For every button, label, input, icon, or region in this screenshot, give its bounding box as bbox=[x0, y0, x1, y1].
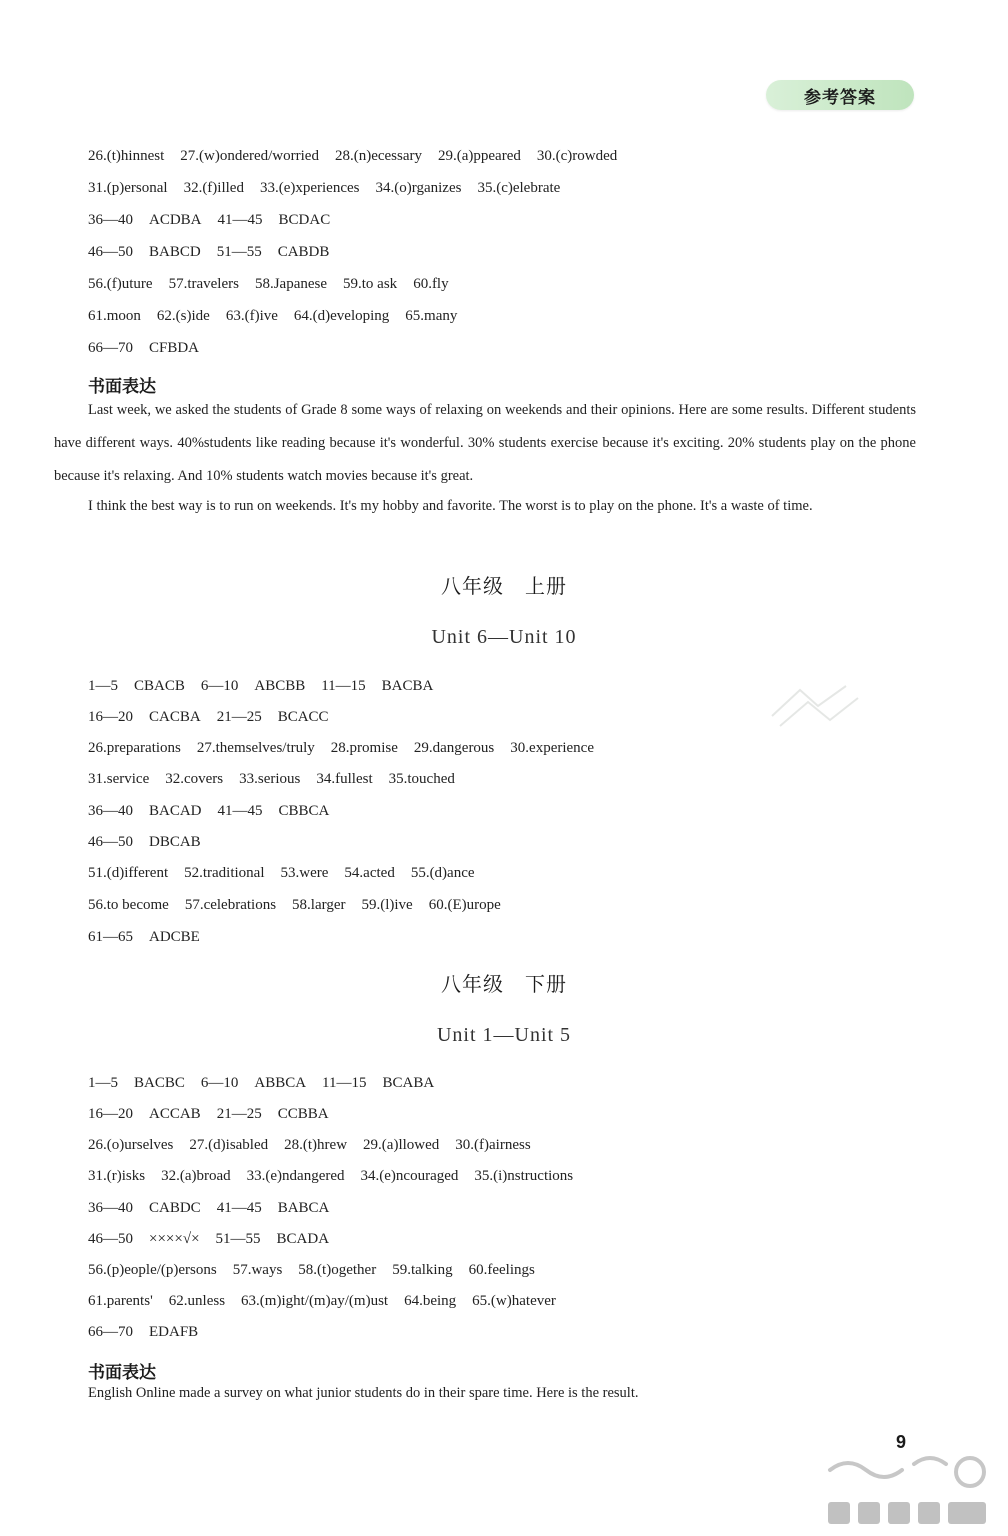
answer-item: 41—45 bbox=[217, 212, 263, 228]
writing-heading-1: 书面表达 bbox=[88, 377, 156, 397]
answer-item: 61.parents' bbox=[88, 1293, 153, 1309]
answer-item: 64.being bbox=[404, 1293, 457, 1309]
answer-item: 35.(c)elebrate bbox=[477, 180, 561, 196]
section-title-grade8-vol1: 八年级 上册 bbox=[441, 574, 567, 598]
answer-item: 29.(a)llowed bbox=[363, 1137, 440, 1153]
answer-item: 33.(e)ndangered bbox=[246, 1168, 345, 1184]
answer-item: 51.(d)ifferent bbox=[88, 865, 169, 881]
answer-item: 34.(e)ncouraged bbox=[360, 1168, 459, 1184]
answer-item: BACBA bbox=[381, 678, 434, 694]
section2-line bbox=[88, 864, 491, 882]
answer-item: 26.(o)urselves bbox=[88, 1137, 174, 1153]
answer-item: 11—15 bbox=[322, 1075, 367, 1091]
answer-item: 32.(f)illed bbox=[183, 180, 244, 196]
answer-item: 58.(t)ogether bbox=[298, 1262, 377, 1278]
block1-line bbox=[88, 211, 346, 229]
answer-item: BABCD bbox=[149, 244, 201, 260]
answer-item: EDAFB bbox=[149, 1324, 199, 1340]
answer-item: 33.(e)xperiences bbox=[259, 180, 360, 196]
block1-line bbox=[88, 179, 576, 197]
answer-item: 65.many bbox=[405, 308, 458, 324]
answer-item: ADCBE bbox=[149, 929, 200, 945]
section-title-grade8-vol2: 八年级 下册 bbox=[441, 972, 567, 996]
answer-item: ABCBB bbox=[254, 678, 306, 694]
answer-item: 1—5 bbox=[88, 1075, 118, 1091]
answer-item: ABBCA bbox=[254, 1075, 307, 1091]
answer-item: 28.(t)hrew bbox=[284, 1137, 348, 1153]
answer-item: 60.fly bbox=[413, 276, 449, 292]
answer-item: 60.feelings bbox=[468, 1262, 535, 1278]
answer-item: 27.(d)isabled bbox=[189, 1137, 269, 1153]
block1-line bbox=[88, 339, 215, 357]
unit-range-title-2: Unit 1—Unit 5 bbox=[436, 1024, 572, 1046]
answer-item: 51—55 bbox=[216, 244, 262, 260]
answer-item: 31.service bbox=[88, 771, 150, 787]
answer-item: 46—50 bbox=[88, 244, 133, 260]
answer-item: 6—10 bbox=[200, 1075, 239, 1091]
section2-line bbox=[88, 896, 517, 914]
answer-item: DBCAB bbox=[149, 834, 201, 850]
answer-item: 1—5 bbox=[88, 678, 118, 694]
answer-item: 34.fullest bbox=[316, 771, 373, 787]
answer-item: 59.talking bbox=[392, 1262, 453, 1278]
answer-item: 31.(r)isks bbox=[88, 1168, 146, 1184]
answer-item: 32.covers bbox=[165, 771, 224, 787]
answer-item: 62.(s)ide bbox=[156, 308, 210, 324]
answer-item: 16—20 bbox=[88, 709, 133, 725]
answer-item: 16—20 bbox=[88, 1106, 133, 1122]
answer-item: 63.(m)ight/(m)ay/(m)ust bbox=[241, 1293, 389, 1309]
writing-paragraph-1: Last week, we asked the students of Grade 8 some ways of relaxing on weekends and their opinions. Here are some results. Different students have different ways. 40%students like reading because it's wonderful. 30% students exercise because it's exciting. 20% students play on the phone because it's relaxing. And 10% students watch movies because it's great. bbox=[54, 402, 916, 484]
answer-item: 61—65 bbox=[88, 929, 133, 945]
answer-item: 59.(l)ive bbox=[361, 897, 413, 913]
answer-item: 27.themselves/truly bbox=[196, 740, 315, 756]
answer-item: BACAD bbox=[149, 803, 202, 819]
writing-paragraph-2: I think the best way is to run on weekends. It's my hobby and favorite. The worst is to play on the phone. It's a waste of time. bbox=[88, 498, 813, 514]
section3-line bbox=[88, 1136, 547, 1154]
answer-item: 57.celebrations bbox=[184, 897, 277, 913]
block1-line bbox=[88, 243, 345, 261]
block1-line bbox=[88, 307, 473, 325]
page-number: 9 bbox=[896, 1432, 907, 1452]
section3-line bbox=[88, 1323, 214, 1341]
answer-item: 66—70 bbox=[88, 340, 133, 356]
answer-item: 58.Japanese bbox=[254, 276, 328, 292]
answer-item: 64.(d)eveloping bbox=[293, 308, 390, 324]
block1-line bbox=[88, 147, 633, 165]
answer-item: 21—25 bbox=[216, 709, 262, 725]
answer-item: 61.moon bbox=[88, 308, 141, 324]
answer-item: 66—70 bbox=[88, 1324, 133, 1340]
answer-item: 30.(f)airness bbox=[455, 1137, 531, 1153]
section3-line bbox=[88, 1230, 345, 1248]
answer-item: 26.preparations bbox=[88, 740, 181, 756]
answer-item: 56.(f)uture bbox=[88, 276, 153, 292]
block1-line bbox=[88, 275, 465, 293]
answer-item: 26.(t)hinnest bbox=[88, 148, 165, 164]
answer-item: BACBC bbox=[134, 1075, 185, 1091]
answer-item: 35.(i)nstructions bbox=[474, 1168, 574, 1184]
answer-item: 32.(a)broad bbox=[161, 1168, 231, 1184]
answer-item: 33.serious bbox=[239, 771, 301, 787]
section3-line bbox=[88, 1199, 345, 1217]
answer-item: 52.traditional bbox=[184, 865, 265, 881]
answer-item: 30.(c)rowded bbox=[536, 148, 618, 164]
answer-item: ACDBA bbox=[149, 212, 202, 228]
section3-line bbox=[88, 1074, 450, 1092]
answer-item: 54.acted bbox=[344, 865, 395, 881]
unit-range-title-1: Unit 6—Unit 10 bbox=[431, 626, 577, 648]
answer-item: 62.unless bbox=[168, 1293, 226, 1309]
answer-item: 55.(d)ance bbox=[410, 865, 475, 881]
answer-item: CBBCA bbox=[278, 803, 330, 819]
section3-line bbox=[88, 1292, 572, 1310]
writing-paragraph-3: English Online made a survey on what junior students do in their spare time. Here is the result. bbox=[88, 1385, 639, 1401]
section2-line bbox=[88, 677, 449, 695]
answer-item: 51—55 bbox=[215, 1231, 261, 1247]
answer-item: ××××√× bbox=[149, 1231, 200, 1247]
answer-item: 57.ways bbox=[232, 1262, 283, 1278]
answer-item: 28.promise bbox=[330, 740, 398, 756]
answer-item: BCADA bbox=[276, 1231, 330, 1247]
section2-line bbox=[88, 802, 345, 820]
section3-line bbox=[88, 1261, 551, 1279]
answer-item: CACBA bbox=[149, 709, 201, 725]
answer-item: CBACB bbox=[134, 678, 185, 694]
answer-key-badge: 参考答案 bbox=[766, 80, 914, 110]
answer-item: ACCAB bbox=[149, 1106, 201, 1122]
answer-item: 36—40 bbox=[88, 803, 133, 819]
answer-item: BCABA bbox=[382, 1075, 435, 1091]
answer-item: CABDB bbox=[277, 244, 330, 260]
answer-item: BABCA bbox=[277, 1200, 330, 1216]
answer-item: 28.(n)ecessary bbox=[334, 148, 422, 164]
answer-item: 35.touched bbox=[388, 771, 455, 787]
answer-item: 21—25 bbox=[216, 1106, 262, 1122]
answer-item: 41—45 bbox=[216, 1200, 262, 1216]
answer-item: 27.(w)ondered/worried bbox=[180, 148, 319, 164]
answer-item: 57.travelers bbox=[168, 276, 239, 292]
answer-item: 56.to become bbox=[88, 897, 169, 913]
answer-item: 29.(a)ppeared bbox=[438, 148, 521, 164]
answer-item: 36—40 bbox=[88, 1200, 133, 1216]
section2-line bbox=[88, 739, 610, 757]
answer-item: 46—50 bbox=[88, 834, 133, 850]
answer-item: 34.(o)rganizes bbox=[375, 180, 462, 196]
answer-item: 63.(f)ive bbox=[225, 308, 278, 324]
answer-item: 30.experience bbox=[510, 740, 594, 756]
section3-line bbox=[88, 1167, 589, 1185]
answer-item: BCACC bbox=[277, 709, 329, 725]
answer-item: 29.dangerous bbox=[413, 740, 495, 756]
section3-line bbox=[88, 1105, 345, 1123]
answer-item: 31.(p)ersonal bbox=[88, 180, 168, 196]
section2-line bbox=[88, 708, 345, 726]
answer-item: 46—50 bbox=[88, 1231, 133, 1247]
section2-line bbox=[88, 928, 216, 946]
answer-item: 11—15 bbox=[321, 678, 366, 694]
answer-item: 6—10 bbox=[200, 678, 239, 694]
answer-item: 56.(p)eople/(p)ersons bbox=[88, 1262, 217, 1278]
answer-item: 53.were bbox=[280, 865, 329, 881]
writing-heading-2: 书面表达 bbox=[88, 1363, 156, 1383]
section2-line bbox=[88, 833, 217, 851]
watermark-logo bbox=[818, 1450, 998, 1532]
answer-item: 41—45 bbox=[217, 803, 263, 819]
answer-item: 59.to ask bbox=[343, 276, 398, 292]
answer-item: 65.(w)hatever bbox=[472, 1293, 556, 1309]
answer-item: 58.larger bbox=[292, 897, 346, 913]
answer-item: 36—40 bbox=[88, 212, 133, 228]
answer-item: CCBBA bbox=[277, 1106, 329, 1122]
answer-item: BCDAC bbox=[278, 212, 331, 228]
section2-line bbox=[88, 770, 471, 788]
faint-stamp-mark bbox=[760, 676, 870, 736]
answer-item: CFBDA bbox=[149, 340, 200, 356]
answer-item: CABDC bbox=[149, 1200, 201, 1216]
answer-item: 60.(E)urope bbox=[428, 897, 501, 913]
